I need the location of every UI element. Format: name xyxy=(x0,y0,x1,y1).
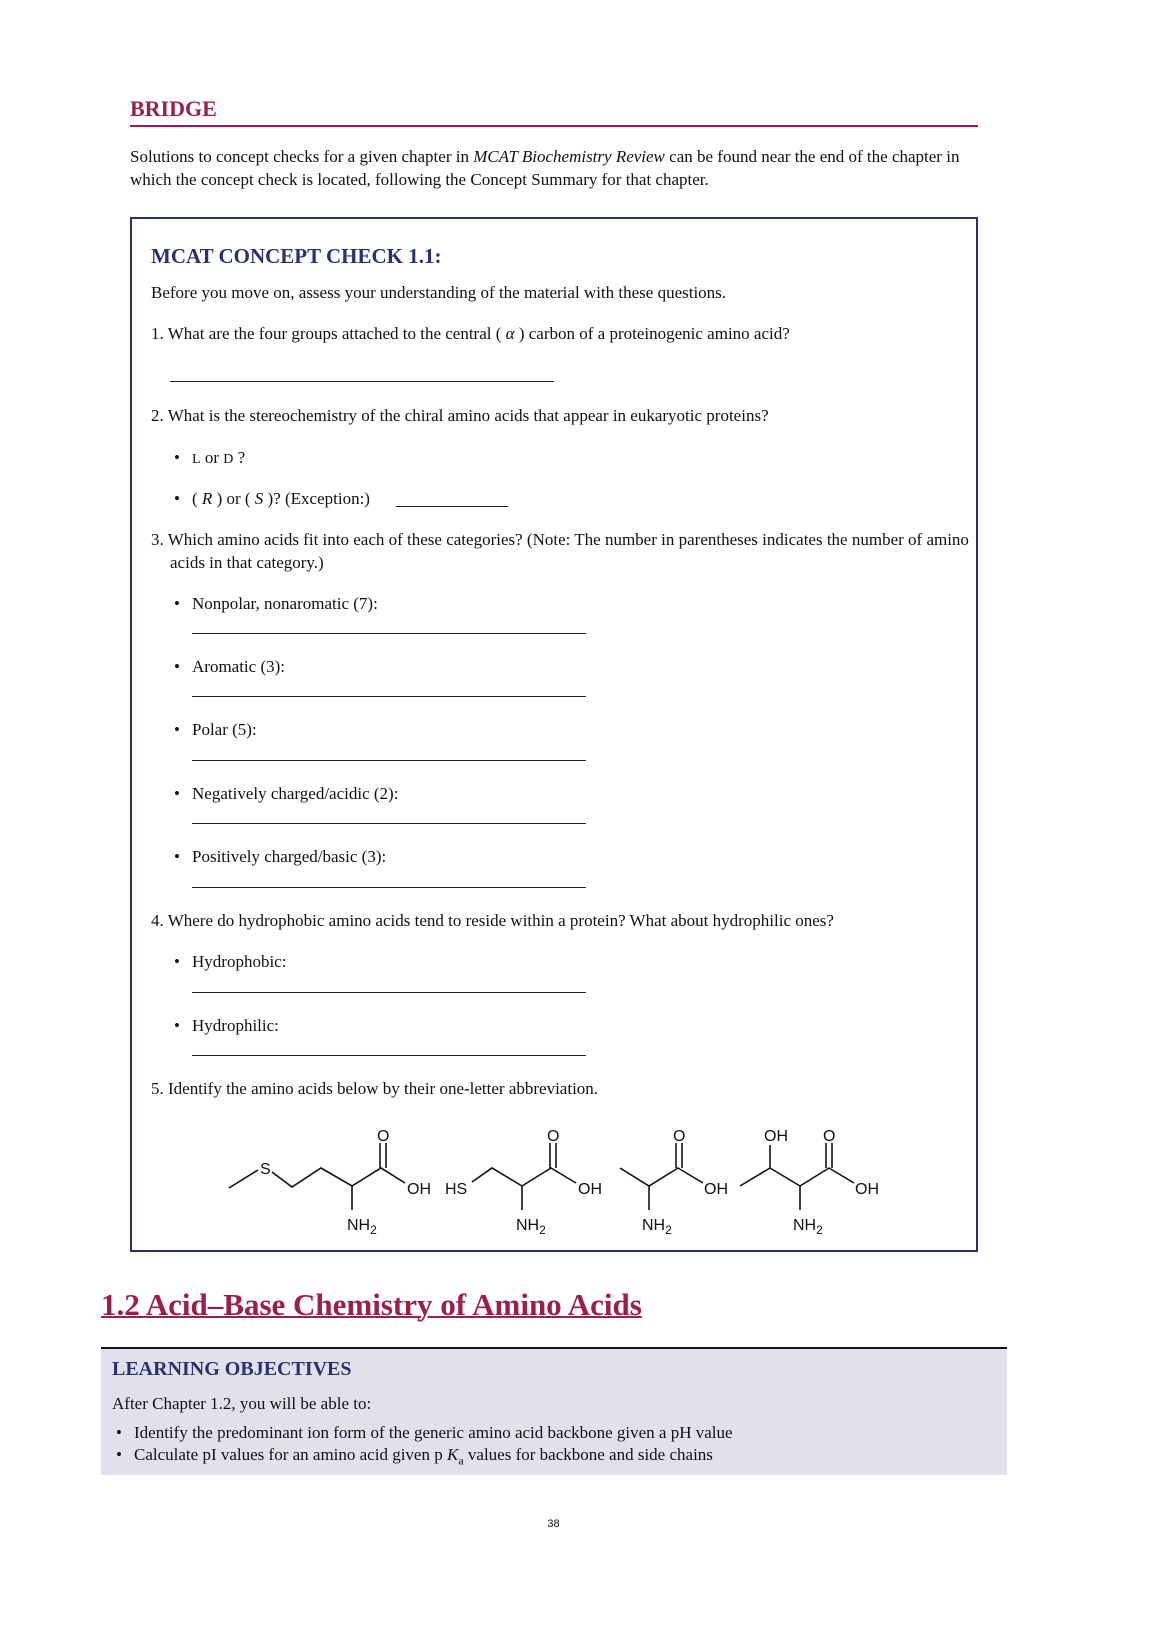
k-symbol: K xyxy=(446,1445,459,1464)
bridge-text-part: Solutions to concept checks for a given chapter in xyxy=(130,147,474,166)
atom-label: OH xyxy=(407,1181,431,1198)
learning-objectives-intro: After Chapter 1.2, you will be able to: xyxy=(112,1394,372,1413)
or-text: or xyxy=(200,448,224,467)
atom-label: O xyxy=(673,1128,686,1145)
q1-text: ) carbon of a proteinogenic amino acid? xyxy=(514,324,790,343)
q3-item: • Positively charged/basic (3): xyxy=(192,845,386,868)
q-mark: ? xyxy=(233,448,246,467)
nh-text: NH xyxy=(516,1217,540,1234)
atom-label: OH xyxy=(704,1181,728,1198)
s-label: S xyxy=(254,489,264,508)
l-label: L xyxy=(192,452,201,467)
methionine-bonds xyxy=(272,1168,405,1187)
alanine-bonds xyxy=(620,1168,703,1186)
atom-label: OH xyxy=(764,1128,788,1145)
objective-item xyxy=(134,1443,713,1472)
subscript: 2 xyxy=(539,1223,546,1237)
q3-item: • Polar (5): xyxy=(192,718,257,741)
atom-label: S xyxy=(260,1161,271,1178)
learning-objectives-title: LEARNING OBJECTIVES xyxy=(112,1358,352,1380)
bridge-text-part: can be found near the end of the chapter in which the concept check is located, following the Concept Summary for that chapter. xyxy=(130,147,960,189)
q1-text: 1. What are the four groups attached to the central ( xyxy=(151,324,506,343)
paren: ) or ( xyxy=(212,489,255,508)
q3-item: • Aromatic (3): xyxy=(192,655,285,678)
concept-check-title: MCAT CONCEPT CHECK 1.1: xyxy=(151,244,442,268)
subscript: a xyxy=(458,1453,464,1468)
subscript: 2 xyxy=(665,1223,672,1237)
atom-label: O xyxy=(547,1128,560,1145)
objective-text: Calculate pI values for an amino acid given p xyxy=(134,1445,447,1464)
q4-item: • Hydrophobic: xyxy=(192,950,286,973)
atom-label xyxy=(516,1217,546,1237)
exception-text: )? (Exception:) xyxy=(263,489,370,508)
question-4: 4. Where do hydrophobic amino acids tend to reside within a protein? What about hydrophilic ones? xyxy=(151,911,834,930)
atom-label: OH xyxy=(855,1181,879,1198)
cysteine-bonds xyxy=(472,1168,576,1186)
atom-label xyxy=(793,1217,823,1237)
section-heading: 1.2 Acid–Base Chemistry of Amino Acids xyxy=(101,1287,642,1322)
paren: ( xyxy=(192,489,202,508)
subscript: 2 xyxy=(370,1223,377,1237)
atom-label: O xyxy=(823,1128,836,1145)
objective-text: values for backbone and side chains xyxy=(463,1445,713,1464)
concept-check-intro: Before you move on, assess your understanding of the material with these questions. xyxy=(151,283,727,302)
atom-label: O xyxy=(377,1128,390,1145)
atom-label: HS xyxy=(445,1181,468,1198)
question-3: 3. Which amino acids fit into each of these categories? (Note: The number in parentheses indicates the number of amino acids in that category.) xyxy=(151,530,969,572)
atom-label xyxy=(642,1217,672,1237)
question-5: 5. Identify the amino acids below by their one-letter abbreviation. xyxy=(151,1079,599,1098)
r-label: R xyxy=(201,489,213,508)
bridge-title: BRIDGE xyxy=(130,96,217,121)
q4-item: • Hydrophilic: xyxy=(192,1014,279,1037)
atom-label: OH xyxy=(578,1181,602,1198)
d-label: D xyxy=(223,452,234,467)
q3-item: • Negatively charged/acidic (2): xyxy=(192,782,398,805)
threonine-bonds xyxy=(740,1168,854,1186)
book-title: MCAT Biochemistry Review xyxy=(473,147,665,166)
objective-item: • Identify the predominant ion form of the generic amino acid backbone given a pH value xyxy=(134,1421,733,1444)
page-number: 38 xyxy=(547,1518,560,1530)
nh-text: NH xyxy=(793,1217,817,1234)
alpha-symbol: α xyxy=(505,324,515,343)
q3-item: • Nonpolar, nonaromatic (7): xyxy=(192,592,378,615)
methionine-bonds xyxy=(229,1170,258,1188)
nh-text: NH xyxy=(347,1217,371,1234)
atom-label xyxy=(347,1217,377,1237)
nh-text: NH xyxy=(642,1217,666,1234)
subscript: 2 xyxy=(816,1223,823,1237)
question-2: 2. What is the stereochemistry of the chiral amino acids that appear in eukaryotic proteins? xyxy=(151,406,769,425)
